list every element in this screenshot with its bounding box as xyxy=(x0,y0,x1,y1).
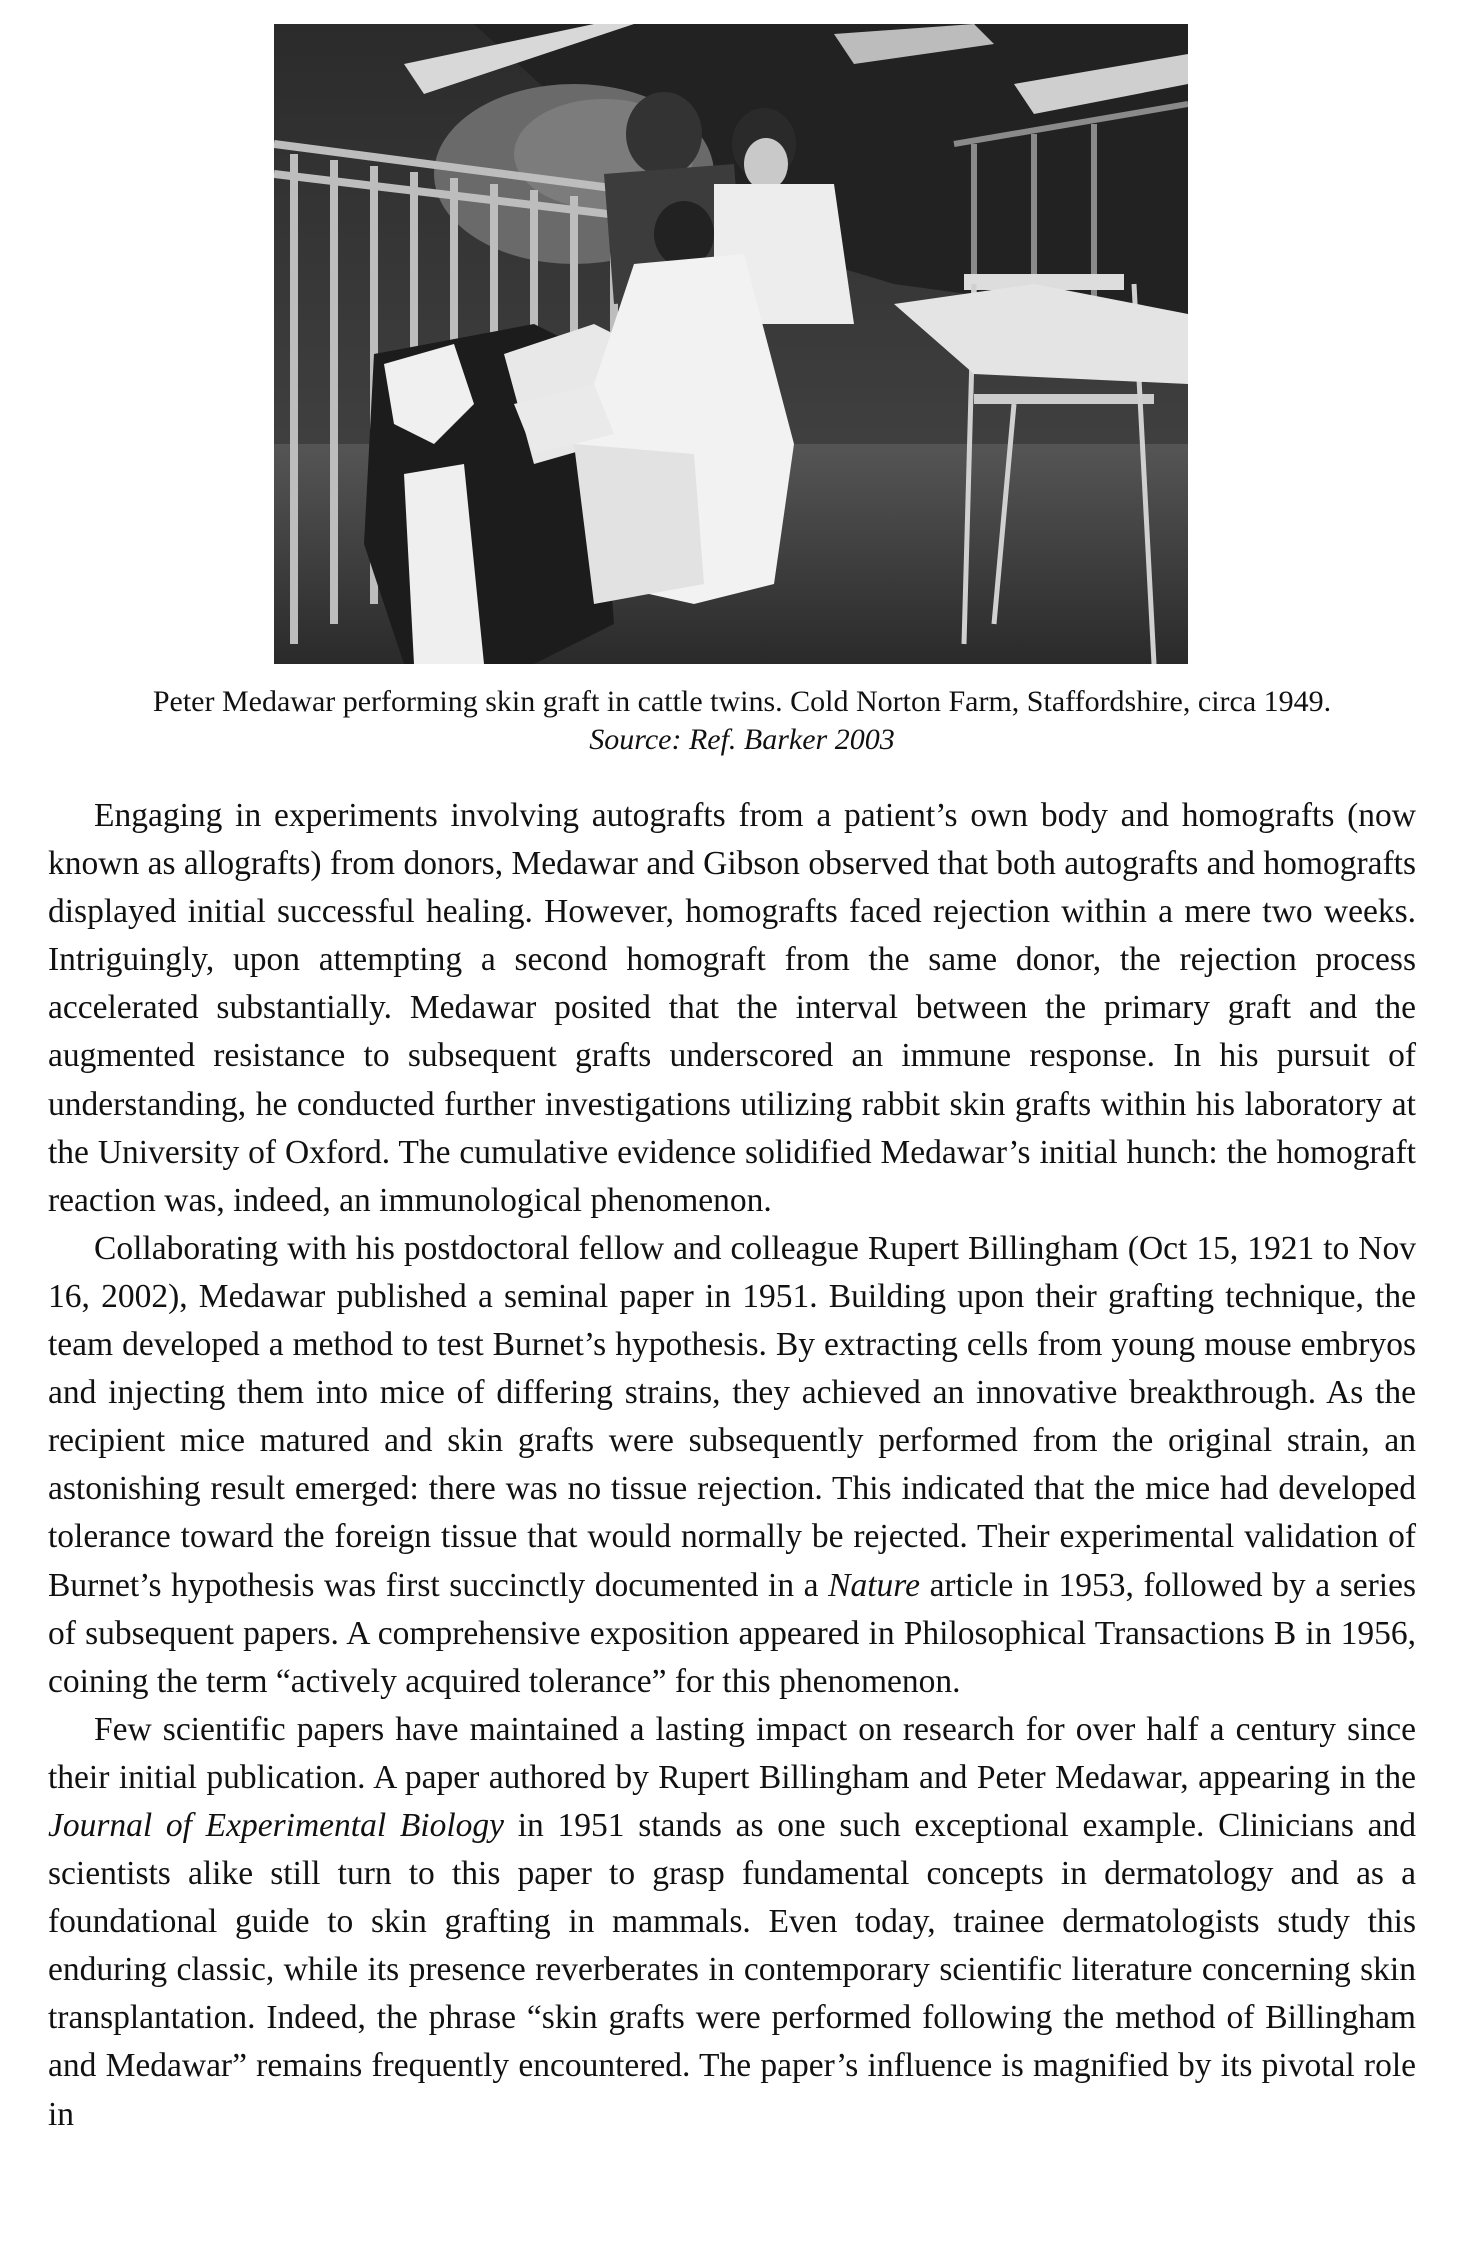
photo-illustration xyxy=(274,24,1188,664)
paragraph-1: Engaging in experiments involving autografts from a patient’s own body and homografts (now known as allografts) from donors, Medawar and Gibson observed that both autografts and homografts displayed initial successful healing. However, homografts faced rejection within a mere two weeks. Intriguingly, upon attempting a second homograft from the same donor, the rejection process accelerated substantially. Medawar posited that the interval between the primary graft and the augmented resistance to subsequent grafts underscored an immune response. In his pursuit of understanding, he conducted further investigations utilizing rabbit skin grafts within his laboratory at the University of Oxford. The cumulative evidence solidified Medawar’s initial hunch: the homograft reaction was, indeed, an immunological phenomenon. xyxy=(48,797,1416,1219)
journal-title-jeb: Journal of Experimental Biology xyxy=(48,1806,505,1844)
paragraph-2-part-1: Collaborating with his postdoctoral fellow and colleague Rupert Billingham (Oct 15, 1921 to Nov 16, 2002), Medawar published a seminal paper in 1951. Building upon their grafting technique, the team developed a method to test Burnet’s hypothesis. By extracting cells from young mouse embryos and injecting them into mice of differing strains, they achieved an innovative breakthrough. As the recipient mice matured and skin grafts were subsequently performed from the original strain, an astonishing result emerged: there was no tissue rejection. This indicated that the mice had developed tolerance toward the foreign tissue that would normally be rejected. Their experimental validation of Burnet’s hypothesis was first succinctly documented in a xyxy=(48,1229,1416,1604)
figure-caption xyxy=(40,683,1444,759)
paragraph-2-part-2: article in 1953, followed by a series of subsequent papers. A comprehensive exposition appeared in Philosophical Transactions B in 1956, coining the term “actively acquired tolerance” for this phenomenon. xyxy=(48,1566,1416,1700)
paragraph-3-part-2: in 1951 stands as one such exceptional example. Clinicians and scientists alike still turn to this paper to grasp fundamental concepts in dermatology and as a foundational guide to skin grafting in mammals. Even today, trainee dermatologists study this enduring classic, while its presence reverberates in contemporary scientific literature concerning skin transplantation. Indeed, the phrase “skin grafts were performed following the method of Billingham and Medawar” remains frequently encountered. The paper’s influence is magnified by its pivotal role in xyxy=(48,1806,1416,2133)
paragraph-2 xyxy=(48,1225,1416,1706)
body-text xyxy=(48,792,1416,2139)
caption-text: Peter Medawar performing skin graft in cattle twins. Cold Norton Farm, Staffordshire, circa 1949. xyxy=(152,685,1332,718)
paragraph-3-part-1: Few scientific papers have maintained a lasting impact on research for over half a century since their initial publication. A paper authored by Rupert Billingham and Peter Medawar, appearing in the xyxy=(48,1710,1416,1796)
caption-source: Source: Ref. Barker 2003 xyxy=(589,723,895,756)
historical-photo xyxy=(274,24,1188,664)
paragraph-3 xyxy=(48,1706,1416,2139)
journal-title-nature: Nature xyxy=(828,1566,920,1604)
